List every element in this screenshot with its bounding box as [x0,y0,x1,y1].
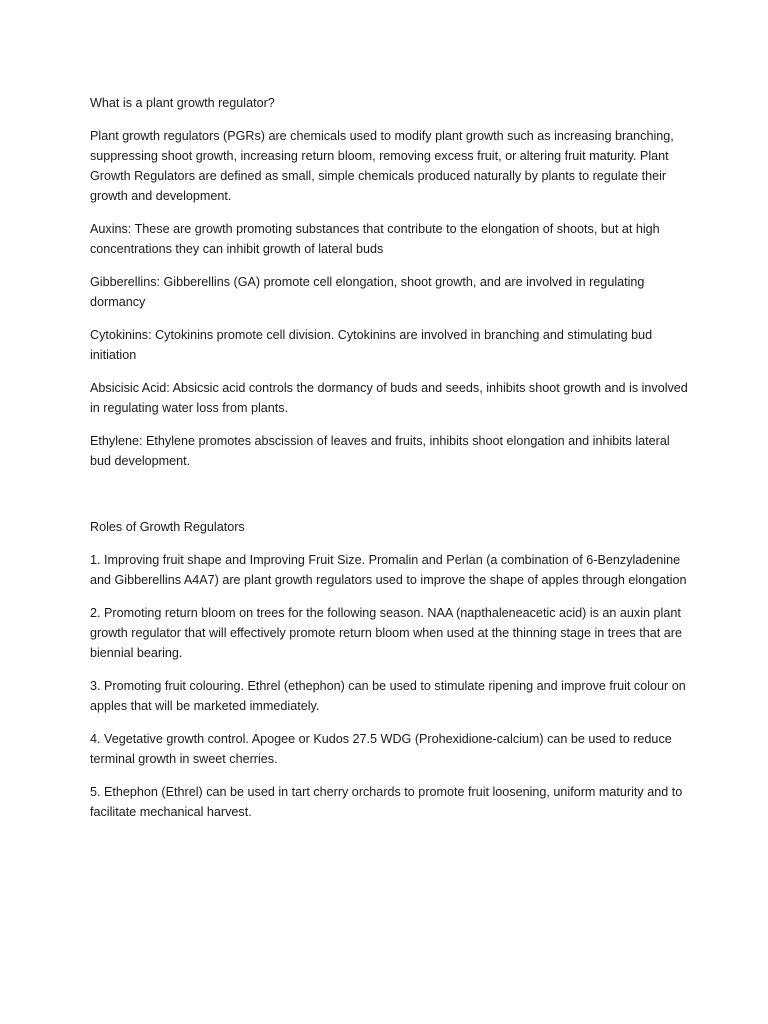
role-item: 2. Promoting return bloom on trees for the following season. NAA (napthaleneacetic acid) is an auxin plant growth regulator that will effectively promote return bloom when used at the thinning stage in trees that are biennial bearing. [90,606,683,660]
spacer [90,484,690,517]
section-heading-roles: Roles of Growth Regulators [90,520,245,534]
paragraph-auxins: Auxins: These are growth promoting substances that contribute to the elongation of shoots, but at high concentrations they can inhibit growth of lateral buds [90,222,660,256]
paragraph-abscisic-acid: Absicisic Acid: Absicsic acid controls the dormancy of buds and seeds, inhibits shoot growth and is involved in regulating water loss from plants. [90,381,688,415]
paragraph-gibberellins: Gibberellins: Gibberellins (GA) promote cell elongation, shoot growth, and are involved in regulating dormancy [90,275,645,309]
role-item: 3. Promoting fruit colouring. Ethrel (ethephon) can be used to stimulate ripening and improve fruit colour on apples that will be marketed immediately. [90,679,686,713]
section-heading-pgr: What is a plant growth regulator? [90,96,275,110]
role-item: 1. Improving fruit shape and Improving Fruit Size. Promalin and Perlan (a combination of 6-Benzyladenine and Gibberellins A4A7) are plant growth regulators used to improve the shape of apples through elongation [90,553,687,587]
paragraph-ethylene: Ethylene: Ethylene promotes abscission of leaves and fruits, inhibits shoot elongation and inhibits lateral bud development. [90,434,670,468]
paragraph-cytokinins: Cytokinins: Cytokinins promote cell division. Cytokinins are involved in branching and stimulating bud initiation [90,328,653,362]
document-body [90,93,690,835]
role-item: 5. Ethephon (Ethrel) can be used in tart cherry orchards to promote fruit loosening, uniform maturity and to facilitate mechanical harvest. [90,785,683,819]
role-item: 4. Vegetative growth control. Apogee or Kudos 27.5 WDG (Prohexidione-calcium) can be used to reduce terminal growth in sweet cherries. [90,732,672,766]
paragraph-intro: Plant growth regulators (PGRs) are chemicals used to modify plant growth such as increasing branching, suppressing shoot growth, increasing return bloom, removing excess fruit, or altering fruit maturity. Plant Growth Regulators are defined as small, simple chemicals produced naturally by plants to regulate their growth and development. [90,129,674,203]
